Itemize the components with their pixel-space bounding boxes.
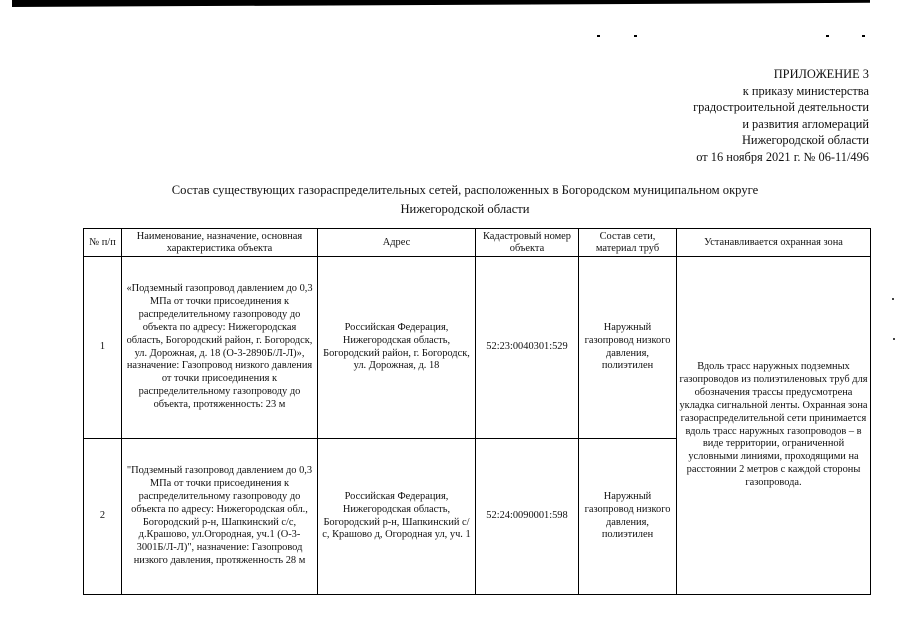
scan-top-border	[12, 0, 870, 7]
header-num: № п/п	[84, 229, 122, 257]
header-address: Адрес	[318, 229, 476, 257]
row-description: «Подземный газопровод давлением до 0,3 МПа от точки присоединения к распределительному газопроводу до объекта по адресу: Нижегородская область, Богородский район, г. Богородск, ул. Дорожная, д. 18 (О-3-2890Б/Л-Л)», назначение: Газопровод низкого давления от точки присоединения к распределительному газопроводу до объекта, протяженность: 23 м	[122, 257, 318, 439]
header-cadastral: Кадастровый номер объекта	[476, 229, 579, 257]
row-num: 1	[84, 257, 122, 439]
appendix-line: и развития агломераций	[742, 116, 869, 131]
row-cadastral-number: 52:24:0090001:598	[476, 439, 579, 595]
appendix-line: градостроительной деятельности	[693, 100, 869, 114]
table-row	[84, 257, 871, 439]
header-name: Наименование, назначение, основная характеристика объекта	[122, 229, 318, 257]
gas-networks-table	[83, 228, 871, 595]
row-composition: Наружный газопровод низкого давления, полиэтилен	[579, 257, 677, 439]
protection-zone-text: Вдоль трасс наружных подземных газопроводов из полиэтиленовых труб для обозначения трассы предусмотрена укладка сигнальной ленты. Охранная зона газораспределительной сети принимается вдоль трасс наружных газопроводов – в виде территории, ограниченной условными линиями, проходящими на расстоянии 2 метров с каждой стороны газопровода.	[677, 257, 871, 595]
appendix-line: Нижегородской области	[741, 133, 869, 147]
scan-speck	[597, 35, 600, 37]
document-title-line: Состав существующих газораспределительных сетей, расположенных в Богородском муниципальном округе	[171, 183, 759, 197]
scan-speck	[634, 35, 637, 37]
row-address: Российская Федерация, Нижегородская область, Богородский район, г. Богородск, ул. Дорожная, д. 18	[318, 257, 476, 439]
document-title	[100, 181, 830, 219]
scan-speck	[862, 35, 865, 37]
appendix-line: к приказу министерства	[742, 83, 869, 98]
appendix-order-date: от 16 ноября 2021 г. № 06-11/496	[696, 149, 869, 164]
row-cadastral-number: 52:23:0040301:529	[476, 257, 579, 439]
table-header-row	[84, 229, 871, 257]
appendix-block	[693, 66, 869, 165]
scan-speck	[893, 338, 895, 340]
appendix-heading: ПРИЛОЖЕНИЕ 3	[773, 67, 869, 81]
row-composition: Наружный газопровод низкого давления, полиэтилен	[579, 439, 677, 595]
header-zone: Устанавливается охранная зона	[677, 229, 871, 257]
header-composition: Состав сети, материал труб	[579, 229, 677, 257]
row-address: Российская Федерация, Нижегородская область, Богородский р-н, Шапкинский с/с, Крашово д, Огородная ул, уч. 1	[318, 439, 476, 595]
scan-speck	[892, 298, 894, 300]
row-num: 2	[84, 439, 122, 595]
document-title-line: Нижегородской области	[400, 202, 530, 216]
scan-speck	[826, 35, 829, 37]
row-description: "Подземный газопровод давлением до 0,3 МПа от точки присоединения к распределительному газопроводу до объекта по адресу: Нижегородская обл., Богородский р-н, Шапкинский с/с, д.Крашово, ул.Огородная, уч.1 (О-3-3001Б/Л-Л)", назначение: Газопровод низкого давления, протяженность 28 м	[122, 439, 318, 595]
